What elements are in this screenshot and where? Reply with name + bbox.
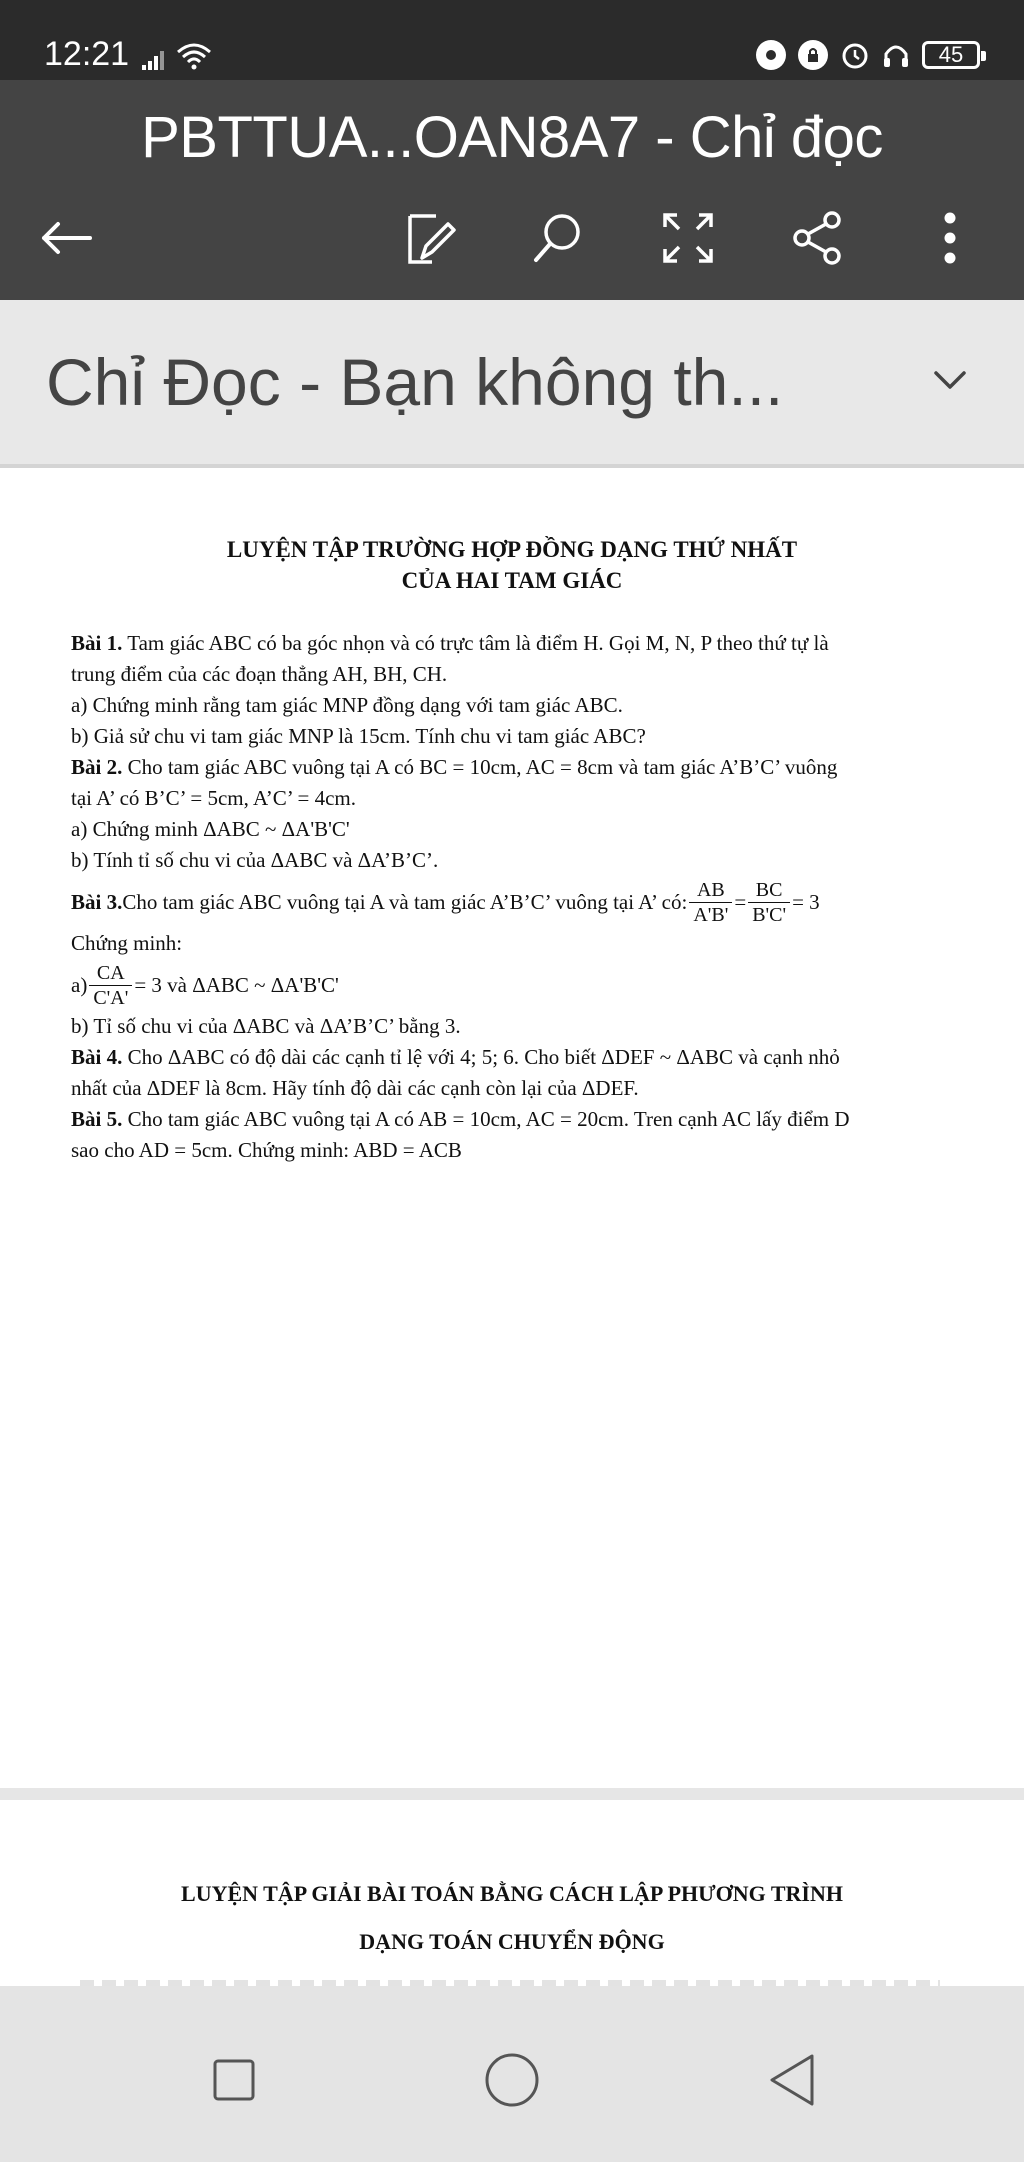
share-icon <box>790 210 846 266</box>
home-button[interactable] <box>472 2044 552 2116</box>
back-button[interactable] <box>26 198 106 278</box>
chevron-down-icon <box>932 369 968 391</box>
data-saver-icon <box>756 40 786 70</box>
document-title: PBTTUA...OAN8A7 - Chỉ đọc <box>141 105 883 170</box>
headset-icon <box>882 40 910 70</box>
page1-heading-line1: LUYỆN TẬP TRƯỜNG HỢP ĐỒNG DẠNG THỨ NHẤT <box>226 537 798 562</box>
wifi-icon <box>176 42 212 72</box>
read-only-banner-text: Chỉ Đọc - Bạn không th... <box>46 345 784 419</box>
share-button[interactable] <box>778 198 858 278</box>
app-bar <box>0 80 1024 300</box>
bai3-part-b: b) Tỉ số chu vi của ΔABC và ΔA’B’C’ bằng 3. <box>71 1014 461 1038</box>
page-separator <box>0 1788 1024 1800</box>
bai4-line2: nhất của ΔDEF là 8cm. Hãy tính độ dài các cạnh còn lại của ΔDEF. <box>71 1076 639 1100</box>
recents-button[interactable] <box>194 2044 274 2116</box>
search-icon <box>530 210 586 266</box>
page1-heading-line2: CỦA HAI TAM GIÁC <box>401 568 623 593</box>
bai2-line2: tại A’ có B’C’ = 5cm, A’C’ = 4cm. <box>71 786 356 810</box>
alarm-icon <box>840 40 870 70</box>
bai3-label: Bài 3. <box>71 889 123 914</box>
page2-heading-line2: DẠNG TOÁN CHUYỂN ĐỘNG <box>359 1929 665 1954</box>
bai2-line1: Bài 2. Cho tam giác ABC vuông tại A có BC = 10cm, AC = 8cm và tam giác A’B’C’ vuông <box>71 755 838 779</box>
bai3-part-a: a) $\frac{CA}{C'A'}$ = 3 và ΔABC ~ ΔA'B'C' <box>71 961 339 1009</box>
back-nav-button[interactable] <box>752 2044 832 2116</box>
navigation-bar <box>0 1986 1024 2162</box>
system-icons <box>756 38 980 72</box>
bai2-part-b: b) Tính tỉ số chu vi của ΔABC và ΔA’B’C’. <box>71 848 439 872</box>
bai5-line2: sao cho AD = 5cm. Chứng minh: ABD = ACB <box>71 1138 462 1162</box>
bai5-label: Bài 5. <box>71 1107 123 1131</box>
bai1-part-b: b) Giả sử chu vi tam giác MNP là 15cm. Tính chu vi tam giác ABC? <box>71 724 646 748</box>
battery-icon <box>922 41 980 69</box>
page2-heading <box>0 1870 1024 1966</box>
exercise-list <box>71 628 951 1166</box>
bai3-line1: Bài 3. Cho tam giác ABC vuông tại A và tam giác A’B’C’ vuông tại A’ có: $\frac{AB}{A'B'}$ = $\frac{BC}{B'C'}$ = 3 <box>71 878 820 926</box>
page2-heading-line1: LUYỆN TẬP GIẢI BÀI TOÁN BẰNG CÁCH LẬP PHƯƠNG TRÌNH <box>181 1881 843 1906</box>
edit-icon <box>402 208 458 268</box>
search-button[interactable] <box>518 198 598 278</box>
bai1-line1: Bài 1. Tam giác ABC có ba góc nhọn và có trực tâm là điểm H. Gọi M, N, P theo thứ tự là <box>71 631 829 655</box>
back-arrow-icon <box>38 218 94 258</box>
more-options-button[interactable] <box>910 198 990 278</box>
bai3-prove-label: Chứng minh: <box>71 931 183 955</box>
connectivity-icons <box>140 38 212 72</box>
fullscreen-button[interactable] <box>648 198 728 278</box>
page1-heading <box>0 534 1024 596</box>
bai4-label: Bài 4. <box>71 1045 123 1069</box>
bai1-part-a: a) Chứng minh rằng tam giác MNP đồng dạng với tam giác ABC. <box>71 693 623 717</box>
bai5-line1: Bài 5. Cho tam giác ABC vuông tại A có AB = 10cm, AC = 20cm. Tren cạnh AC lấy điểm D <box>71 1107 850 1131</box>
bai3-fraction-ab: $\frac{AB}{A'B'}$ <box>689 878 732 927</box>
recents-icon <box>212 2058 256 2102</box>
banner-expand-button[interactable] <box>926 356 974 404</box>
bai3-fraction-ca: $\frac{CA}{C'A'}$ <box>89 961 132 1010</box>
bai3-fraction-bc: $\frac{BC}{B'C'}$ <box>748 878 790 927</box>
home-icon <box>484 2052 540 2108</box>
bai1-line2: trung điểm của các đoạn thẳng AH, BH, CH. <box>71 662 448 686</box>
document-page-1 <box>0 472 1024 1788</box>
status-time: 12:21 <box>44 35 130 73</box>
document-page-2 <box>0 1800 1024 1986</box>
fullscreen-icon <box>661 211 715 265</box>
bai2-part-a: a) Chứng minh ΔABC ~ ΔA'B'C' <box>71 817 350 841</box>
signal-icon <box>140 46 166 72</box>
edit-button[interactable] <box>390 198 470 278</box>
more-icon <box>942 210 958 266</box>
status-bar <box>0 0 1024 80</box>
battery-level: 45 <box>938 42 964 67</box>
read-only-banner[interactable] <box>0 300 1024 468</box>
bai2-label: Bài 2. <box>71 755 123 779</box>
back-triangle-icon <box>768 2052 816 2108</box>
bai4-line1: Bài 4. Cho ΔABC có độ dài các cạnh tỉ lệ với 4; 5; 6. Cho biết ΔDEF ~ ΔABC và cạnh nhỏ <box>71 1045 840 1069</box>
lock-icon <box>798 40 828 70</box>
bai1-label: Bài 1. <box>71 631 123 655</box>
